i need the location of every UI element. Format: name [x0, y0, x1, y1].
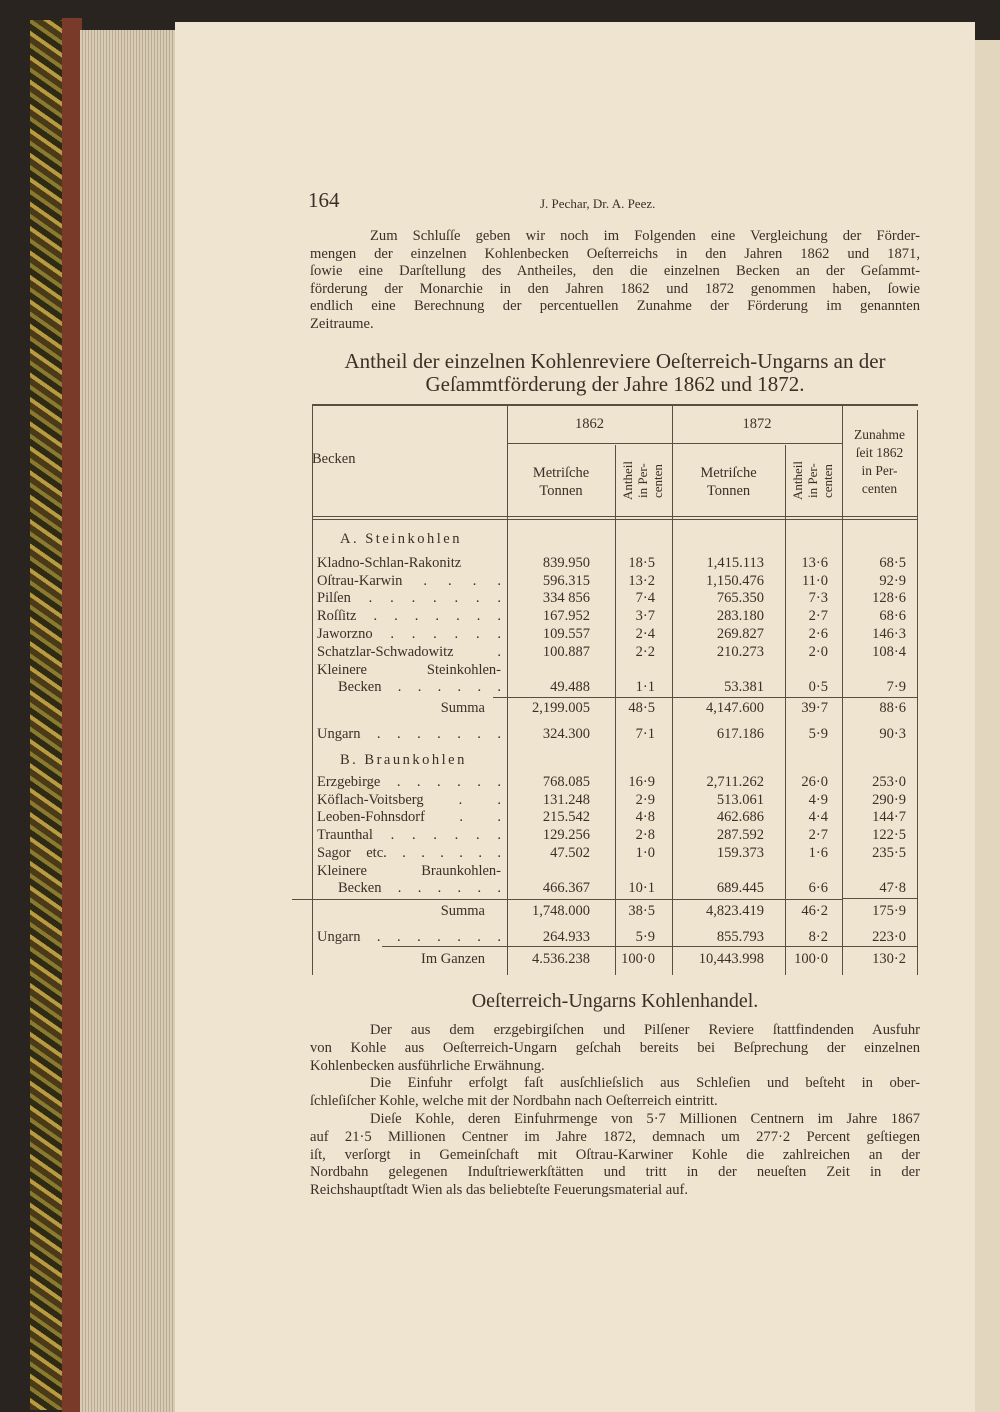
table-cell: 6·6	[808, 880, 828, 896]
body-line: Nordbahn gelegenen Induſtriewerkſtätten und tritt in der neueſten Zeit in der	[310, 1164, 920, 1181]
table-cell: 8·2	[808, 929, 828, 945]
intro-line: mengen der einzelnen Kohlenbecken Oeſterreichs in den Jahren 1862 und 1871,	[310, 245, 920, 262]
table-rule	[842, 898, 918, 899]
table-cell: 2·2	[635, 644, 655, 660]
row-label: Schatzlar-Schwadowitz .	[317, 644, 501, 660]
table-cell: 264.933	[542, 929, 590, 945]
table-cell: 1,415.113	[706, 555, 764, 571]
section-label: B. Braunkohlen	[340, 752, 467, 768]
table-cell: 768.085	[542, 774, 590, 790]
table-cell: 47.502	[550, 845, 590, 861]
header-antheil: centen	[820, 464, 835, 498]
table-cell: 765.350	[716, 590, 764, 606]
table-cell: 1,748.000	[532, 903, 590, 919]
table-cell: 10·1	[628, 880, 655, 896]
table-cell: 596.315	[542, 573, 590, 589]
header-metric: Metriſche	[532, 465, 590, 481]
book-spine	[62, 18, 82, 1412]
table-cell: 2,711.262	[706, 774, 764, 790]
table-cell: 3·7	[635, 608, 655, 624]
row-label: Kleinere Braunkohlen-	[317, 863, 501, 879]
body-line: auf 21·5 Millionen Centner im Jahre 1872, demnach um 277·2 Percent geſtiegen	[310, 1128, 920, 1145]
table-cell: 144·7	[872, 809, 906, 825]
row-label: Roſſitz . . . . . . .	[317, 608, 501, 624]
row-label: Erzgebirge . . . . . .	[317, 774, 501, 790]
table-cell: 324.300	[542, 726, 590, 742]
table-rule	[382, 946, 918, 947]
intro-line: Zum Schluſſe geben wir noch im Folgenden eine Vergleichung der Förder-	[370, 228, 920, 244]
section-label: A. Steinkohlen	[340, 531, 462, 547]
body-line: iſt, verſorgt in Gemeinſchaft mit Oſtrau-Karwiner Kohle die zahlreichen an der	[310, 1146, 920, 1163]
table-cell: 159.373	[716, 845, 764, 861]
table-cell: 2·9	[635, 792, 655, 808]
row-label: Traunthal . . . . . .	[317, 827, 501, 843]
header-antheil: Antheil	[620, 461, 635, 501]
table-rule	[917, 410, 918, 975]
row-label: Ungarn . . . . . . .	[317, 929, 501, 945]
table-rule	[507, 443, 842, 444]
table-cell: 122·5	[872, 827, 906, 843]
table-cell: 617.186	[716, 726, 764, 742]
table-cell: 2·6	[808, 626, 828, 642]
table-cell: 4,823.419	[706, 903, 764, 919]
table-cell: 146·3	[872, 626, 906, 642]
table-cell: 283.180	[716, 608, 764, 624]
row-label: Sagor etc. . . . . . .	[317, 845, 501, 861]
table-title	[310, 350, 920, 396]
table-cell: 11·0	[801, 573, 828, 589]
row-label: Summa	[440, 903, 485, 919]
table-cell: 92·9	[879, 573, 906, 589]
table-cell: 2·0	[808, 644, 828, 660]
table-cell: 100·0	[794, 951, 828, 967]
row-label: Kleinere Steinkohlen-	[317, 662, 501, 678]
header-antheil: in Per-	[635, 463, 650, 499]
table-cell: 223·0	[872, 929, 906, 945]
table-cell: 2·4	[635, 626, 655, 642]
table-cell: 10,443.998	[698, 951, 764, 967]
table-cell: 269.827	[716, 626, 764, 642]
page-stack	[80, 30, 180, 1412]
page-number: 164	[308, 188, 340, 212]
table-cell: 26·0	[801, 774, 828, 790]
header-tonnen: Tonnen	[539, 483, 583, 499]
table-cell: 689.445	[716, 880, 764, 896]
table-cell: 2·8	[635, 827, 655, 843]
table-cell: 287.592	[716, 827, 764, 843]
table-title-line: Geſammtförderung der Jahre 1862 und 1872.	[425, 372, 805, 396]
intro-line: endlich eine Berechnung der percentuellen Zunahme der Förderung im genannten	[310, 298, 920, 315]
header-tonnen: Tonnen	[706, 483, 751, 499]
header-1862: 1862	[575, 416, 604, 432]
table-rule	[312, 405, 313, 975]
table-cell: 4·9	[808, 792, 828, 808]
table-cell: 68·6	[879, 608, 906, 624]
intro-line: förderung der Monarchie in den Jahren 1862 und 1872 genommen haben, ſowie	[310, 280, 920, 297]
body-line: von Kohle aus Oeſterreich-Ungarn geſchah bereits bei Beſprechung der einzelnen	[310, 1039, 920, 1056]
table-cell: 5·9	[635, 929, 655, 945]
row-label: Kladno-Schlan-Rakonitz	[317, 555, 462, 571]
table-cell: 49.488	[550, 679, 590, 695]
table-cell: 235·5	[872, 845, 906, 861]
table-cell: 290·9	[872, 792, 906, 808]
table-cell: 253·0	[872, 774, 906, 790]
table-cell: 129.256	[542, 827, 590, 843]
table-cell: 462.686	[716, 809, 764, 825]
table-cell: 1·1	[635, 679, 655, 695]
table-cell: 2,199.005	[532, 700, 590, 716]
table-cell: 4.536.238	[532, 951, 590, 967]
table-cell: 210.273	[716, 644, 764, 660]
table-cell: 48·5	[628, 700, 655, 716]
table-cell: 130·2	[872, 951, 906, 967]
table-cell: 46·2	[801, 903, 828, 919]
table-cell: 2·7	[808, 608, 828, 624]
table-cell: 215.542	[542, 809, 590, 825]
table-cell: 108·4	[872, 644, 906, 660]
header-antheil: in Per-	[805, 463, 820, 499]
table-cell: 167.952	[542, 608, 590, 624]
body-line: Reichshauptſtadt Wien als das beliebteſte Feuerungsmaterial auf.	[310, 1182, 689, 1199]
header-becken: Becken	[312, 451, 356, 467]
table-rule	[493, 697, 918, 698]
row-label: Summa	[440, 700, 485, 716]
header-1872: 1872	[742, 416, 772, 432]
intro-line: Zeitraume.	[310, 316, 374, 332]
table-cell: 18·5	[628, 555, 655, 571]
table-cell: 13·6	[801, 555, 828, 571]
row-label: Oſtrau-Karwin . . . .	[317, 573, 501, 589]
row-label: Jaworzno . . . . . .	[317, 626, 501, 642]
table-cell: 88·6	[879, 700, 906, 716]
table-cell: 109.557	[542, 626, 590, 642]
table-cell: 1·6	[808, 845, 828, 861]
running-head: J. Pechar, Dr. A. Peez.	[540, 196, 656, 211]
header-zunahme: in Per-	[861, 463, 898, 478]
table-cell: 0·5	[808, 679, 828, 695]
table-rule	[312, 404, 918, 406]
table-cell: 13·2	[628, 573, 655, 589]
body-line: Dieſe Kohle, deren Einfuhrmenge von 5·7 Millionen Centnern im Jahre 1867	[370, 1111, 920, 1127]
row-label: Becken . . . . . .	[338, 880, 501, 896]
table-cell: 1,150.476	[706, 573, 764, 589]
body-line: Die Einfuhr erfolgt faſt ausſchlieſslich aus Schleſien und beſteht in ober-	[370, 1075, 920, 1092]
header-antheil: Antheil	[790, 461, 805, 501]
table-cell: 1·0	[635, 845, 655, 861]
table-cell: 68·5	[879, 555, 906, 571]
facing-page-edge	[975, 40, 1000, 1412]
header-metric: Metriſche	[700, 465, 757, 481]
intro-line: ſowie eine Darſtellung des Antheiles, den die einzelnen Becken an der Geſammt-	[310, 263, 920, 280]
table-cell: 4·4	[808, 809, 828, 825]
table-cell: 38·5	[628, 903, 655, 919]
table-cell: 855.793	[716, 929, 764, 945]
table-cell: 128·6	[872, 590, 906, 606]
body-line: Der aus dem erzgebirgiſchen und Pilſener Reviere ſtattfindenden Ausfuhr	[370, 1022, 920, 1038]
body-line: Kohlenbecken ausführliche Erwähnung.	[310, 1057, 545, 1074]
table-cell: 7·3	[808, 590, 828, 606]
table-title-line: Antheil der einzelnen Kohlenreviere Oeſterreich-Ungarns an der	[344, 349, 886, 373]
table-cell: 7·4	[635, 590, 655, 606]
table-rule	[292, 899, 842, 900]
table-cell: 175·9	[872, 903, 906, 919]
header-zunahme: ſeit 1862	[855, 445, 904, 460]
table-cell: 53.381	[724, 679, 764, 695]
table-cell: 513.061	[716, 792, 764, 808]
table-cell: 334 856	[542, 590, 590, 606]
table-cell: 839.950	[542, 555, 590, 571]
table-cell: 16·9	[628, 774, 655, 790]
table-cell: 47·8	[879, 880, 906, 896]
header-antheil: centen	[650, 464, 665, 498]
table-cell: 7·1	[635, 726, 655, 742]
table-cell: 39·7	[801, 700, 828, 716]
row-label: Leoben-Fohnsdorf . .	[317, 809, 501, 825]
row-label: Köflach-Voitsberg . .	[317, 792, 501, 808]
table-cell: 2·7	[808, 827, 828, 843]
table-cell: 131.248	[542, 792, 590, 808]
row-label: Ungarn . . . . . . .	[317, 726, 501, 742]
row-label: Pilſen . . . . . . .	[317, 590, 501, 606]
table-cell: 90·3	[879, 726, 906, 742]
row-label: Im Ganzen	[420, 951, 485, 967]
table-cell: 466.367	[542, 880, 590, 896]
table-cell: 4·8	[635, 809, 655, 825]
section-heading: Oeſterreich-Ungarns Kohlenhandel.	[471, 990, 759, 1012]
header-zunahme: centen	[861, 481, 898, 496]
table-cell: 4,147.600	[706, 700, 764, 716]
body-line: ſchleſiſcher Kohle, welche mit der Nordbahn nach Oeſterreich eintritt.	[310, 1093, 718, 1110]
table-cell: 5·9	[808, 726, 828, 742]
table-cell: 100·0	[621, 951, 655, 967]
row-label: Becken . . . . . .	[338, 679, 501, 695]
table-cell: 7·9	[886, 679, 906, 695]
header-zunahme: Zunahme	[854, 427, 905, 442]
table-cell: 100.887	[542, 644, 590, 660]
